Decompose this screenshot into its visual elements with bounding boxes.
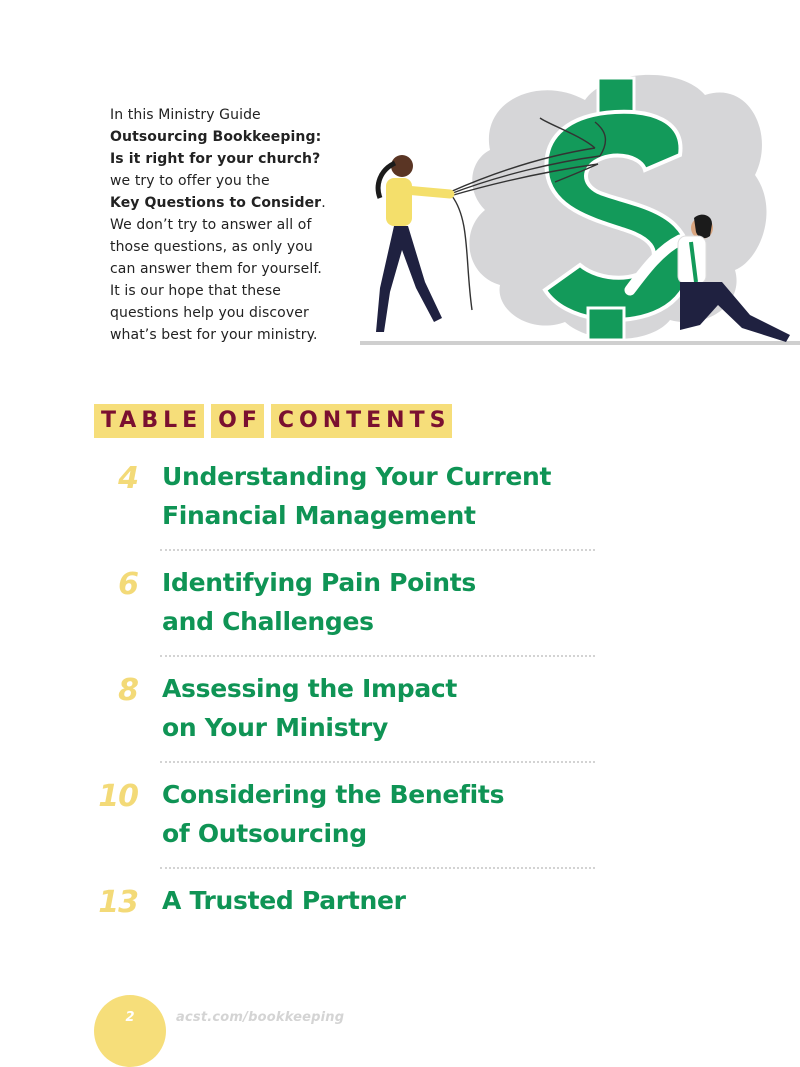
toc-title-line: Assessing the Impact: [162, 674, 458, 703]
intro-line: questions help you discover: [110, 305, 309, 321]
toc-heading-word: OF: [211, 404, 264, 438]
key-questions-phrase: Key Questions to Consider: [110, 195, 322, 211]
intro-line: those questions, as only you: [110, 239, 313, 255]
toc-entry-pain-points[interactable]: [90, 561, 595, 667]
toc-title-line: Understanding Your Current: [162, 462, 552, 491]
toc-entry-impact[interactable]: [90, 667, 595, 773]
toc-title-line: Considering the Benefits: [162, 780, 505, 809]
toc-title-line: A Trusted Partner: [162, 886, 406, 915]
intro-paragraph: [110, 104, 360, 346]
toc-entry-title: [162, 881, 592, 920]
intro-line: In this Ministry Guide: [110, 107, 261, 123]
intro-line: [110, 192, 360, 214]
dollar-sign-tug-of-war-illustration: [350, 60, 800, 360]
dotted-divider: [160, 549, 595, 551]
toc-page-number: 10: [98, 779, 138, 814]
toc-heading-word: TABLE: [94, 404, 204, 438]
intro-line: It is our hope that these: [110, 283, 281, 299]
dotted-divider: [160, 761, 595, 763]
intro-period: .: [321, 195, 326, 211]
toc-entry-benefits[interactable]: [90, 773, 595, 879]
dotted-divider: [160, 655, 595, 657]
toc-heading-word: CONTENTS: [271, 404, 453, 438]
guide-subtitle: Is it right for your church?: [110, 151, 321, 167]
toc-entry-trusted-partner[interactable]: [90, 879, 595, 985]
toc-title-line: and Challenges: [162, 607, 374, 636]
toc-entry-title: [162, 775, 592, 853]
intro-line: we try to offer you the: [110, 173, 270, 189]
footer-url-link[interactable]: acst.com/bookkeeping: [176, 1010, 345, 1025]
table-of-contents-heading: [94, 404, 452, 438]
toc-page-number: 13: [98, 885, 138, 920]
toc-entry-title: [162, 563, 592, 641]
toc-entry-title: [162, 669, 592, 747]
toc-title-line: Identifying Pain Points: [162, 568, 476, 597]
intro-line: We don’t try to answer all of: [110, 217, 312, 233]
toc-page-number: 4: [118, 461, 138, 496]
toc-title-line: Financial Management: [162, 501, 476, 530]
toc-title-line: on Your Ministry: [162, 713, 388, 742]
intro-line: can answer them for yourself.: [110, 261, 322, 277]
toc-entry-title: [162, 457, 592, 535]
page-number-badge: [94, 995, 166, 1067]
intro-line: what’s best for your ministry.: [110, 327, 318, 343]
toc-page-number: 8: [118, 673, 138, 708]
toc-list: [90, 455, 595, 985]
toc-title-line: of Outsourcing: [162, 819, 367, 848]
toc-entry-understanding[interactable]: [90, 455, 595, 561]
guide-title: Outsourcing Bookkeeping:: [110, 129, 322, 145]
toc-page-number: 6: [118, 567, 138, 602]
woman-pulling-figure: [376, 155, 450, 332]
page-number: 2: [125, 1010, 135, 1025]
dotted-divider: [160, 867, 595, 869]
